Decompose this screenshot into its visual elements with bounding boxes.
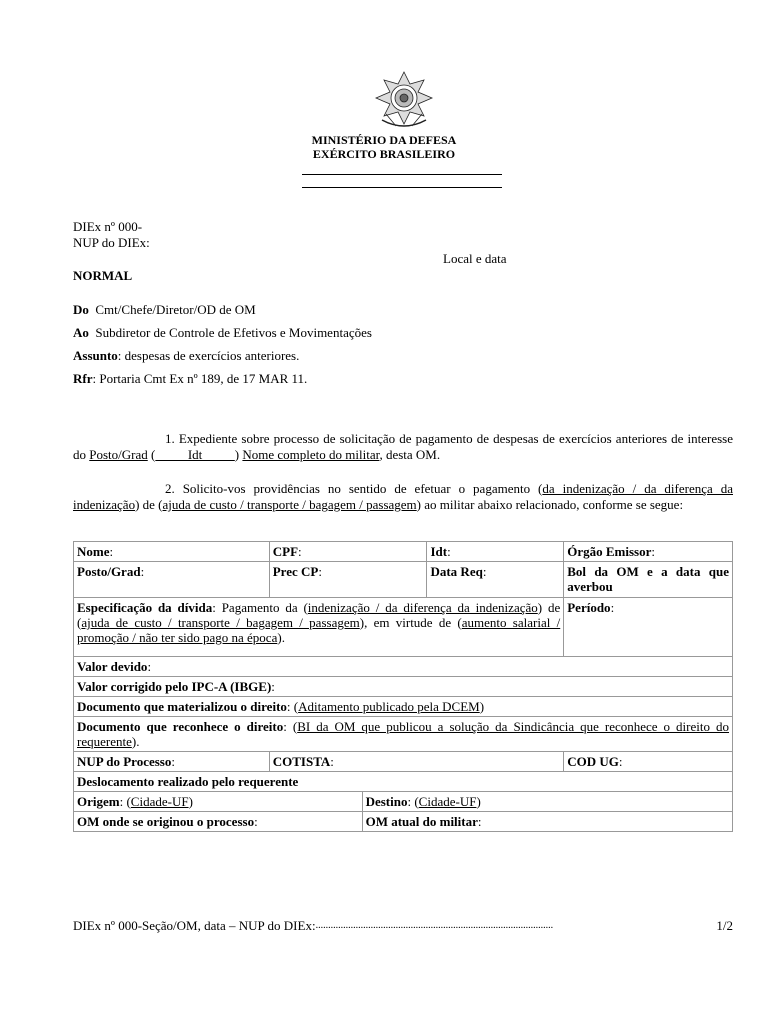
do-line: Do Cmt/Chefe/Diretor/OD de OM <box>73 302 256 317</box>
header-divider-2 <box>302 187 502 188</box>
table-row: Valor corrigido pelo IPC-A (IBGE): <box>74 677 733 697</box>
table-row: Documento que materializou o direito: (Aditamento publicado pela DCEM) <box>74 697 733 717</box>
origem-label: Origem <box>77 794 120 809</box>
periodo-label: Período <box>567 600 611 615</box>
local-data: Local e data <box>443 251 507 266</box>
table-row: Valor devido: <box>74 657 733 677</box>
doc-reconhece-value: BI da OM que publicou a solução da Sindicância que reconhece o direito do requerente <box>77 719 729 749</box>
datareq-label: Data Req <box>430 564 483 579</box>
coat-of-arms-emblem <box>372 70 436 132</box>
doc-materializou-label: Documento que materializou o direito <box>77 699 287 714</box>
footer-dots: ............................................................................................... <box>315 920 554 931</box>
table-row: OM onde se originou o processo: OM atual do militar: <box>74 812 733 832</box>
table-row: Origem: (Cidade-UF) Destino: (Cidade-UF) <box>74 792 733 812</box>
doc-reconhece-label: Documento que reconhece o direito <box>77 719 284 734</box>
idt-label: Idt <box>430 544 448 559</box>
army-title: EXÉRCITO BRASILEIRO <box>312 147 456 161</box>
cotista-label: COTISTA <box>272 754 331 769</box>
valor-corrigido-label: Valor corrigido pelo IPC-A (IBGE) <box>77 679 272 694</box>
origem-value: Cidade-UF <box>130 794 189 809</box>
diex-number: DIEx nº 000- <box>73 219 143 234</box>
destino-value: Cidade-UF <box>418 794 477 809</box>
om-atual-label: OM atual do militar <box>365 814 478 829</box>
table-row: Posto/Grad: Prec CP: Data Req: Bol da OM e a data que averbou <box>74 562 733 598</box>
page-number: 1/2 <box>716 918 733 933</box>
codug-label: COD UG <box>567 754 619 769</box>
priority-label: NORMAL <box>73 268 133 283</box>
ao-line: Ao Subdiretor de Controle de Efetivos e Movimentações <box>73 325 372 340</box>
bol-label: Bol da OM e a data que averbou <box>564 562 733 598</box>
table-row <box>74 772 733 792</box>
destino-label: Destino <box>365 794 408 809</box>
rfr-line: Rfr: Portaria Cmt Ex nº 189, de 17 MAR 11. <box>73 371 308 386</box>
table-row: NUP do Processo: COTISTA: COD UG: <box>74 752 733 772</box>
om-origem-label: OM onde se originou o processo <box>77 814 255 829</box>
table-row: Especificação da dívida: Pagamento da (indenização / da diferença da indenização) de (ajuda de custo / transporte / bagagem / passagem), em virtude de (aumento salarial / promoção / não ter sido pago na época). Período: <box>74 598 733 657</box>
nup-processo-label: NUP do Processo <box>77 754 172 769</box>
posto-label: Posto/Grad <box>77 564 141 579</box>
page-footer <box>73 918 733 934</box>
prec-label: Prec CP <box>272 564 319 579</box>
table-row: Nome: CPF: Idt: Órgão Emissor: <box>74 542 733 562</box>
nup-diex: NUP do DIEx: <box>73 235 150 250</box>
orgao-label: Órgão Emissor <box>567 544 652 559</box>
ministry-title: MINISTÉRIO DA DEFESA <box>311 133 457 147</box>
paragraph-1: 1. Expediente sobre processo de solicitação de pagamento de despesas de exercícios anteriores de interesse do Posto/Grad ( Idt ) Nome completo do militar, desta OM. <box>73 431 733 462</box>
request-table <box>73 541 733 832</box>
table-row: Documento que reconhece o direito: (BI da OM que publicou a solução da Sindicância que reconhece o direito do requerente). <box>74 717 733 752</box>
valor-devido-label: Valor devido <box>77 659 148 674</box>
header-divider-1 <box>302 174 502 175</box>
deslocamento-label: Deslocamento realizado pelo requerente <box>74 772 733 792</box>
assunto-line: Assunto: despesas de exercícios anteriores. <box>73 348 300 363</box>
doc-materializou-value: Aditamento publicado pela DCEM <box>298 699 480 714</box>
especificacao-cell: Especificação da dívida: Pagamento da (indenização / da diferença da indenização) de (ajuda de custo / transporte / bagagem / passagem), em virtude de (aumento salarial / promoção / não ter sido pago na época). <box>74 598 564 657</box>
footer-reference: DIEx nº 000-Seção/OM, data – NUP do DIEx: <box>73 918 316 933</box>
cpf-label: CPF <box>272 544 299 559</box>
nome-label: Nome <box>77 544 110 559</box>
paragraph-2: 2. Solicito-vos providências no sentido de efetuar o pagamento (da indenização / da diferença da indenização) de (ajuda de custo / transporte / bagagem / passagem) ao militar abaixo relacionado, conforme se segue: <box>73 481 733 512</box>
